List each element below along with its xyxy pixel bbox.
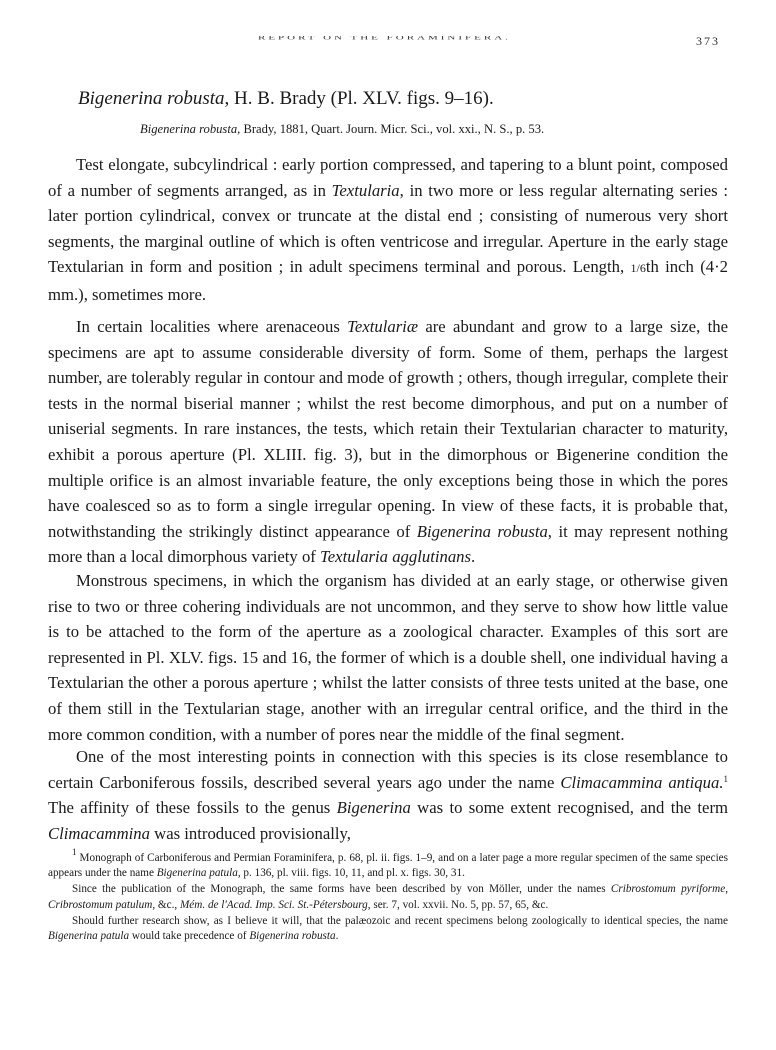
footnote-text: , [725, 883, 728, 896]
paragraph-text: One of the most interesting points in connection with this species is its close resemblance to certain Carboniferous fossils, described several years ago under the name [48, 747, 728, 792]
species-description [48, 152, 728, 308]
footnote-text: Should further research show, as I believe it will, that the palæozoic and recent specimens belong zoologically to identical species, the name [72, 914, 728, 927]
footnote-1 [48, 847, 728, 881]
species-name: Bigenerina robusta [78, 88, 225, 109]
running-head: REPORT ON THE FORAMINIFERA. [258, 36, 511, 42]
footnote-mark: 1 [723, 773, 728, 784]
footnotes [48, 847, 728, 944]
footnote-text: would take precedence of [129, 930, 250, 943]
footnote-mark: 1 [72, 847, 77, 857]
paragraph-text: , it may represent nothing more than a local dimorphous variety of [48, 521, 728, 567]
taxon-name: Bigenerina patula [48, 930, 130, 943]
taxon-name: Climacammina antiqua. [560, 772, 724, 792]
footnote-text: . [335, 930, 339, 943]
paragraph-text: Monstrous specimens, in which the organism has divided at an early stage, or otherwise given rise to two or three cohering individuals are not uncommon, and they serve to show how little value is to be attached to the form of the aperture as a zoological character. Examples of this sort are represented in Pl. XLV. figs. 15 and 16, the former of which is a double shell, one individual having a Textularian the other a porous aperture ; whilst the latter consists of three tests united at the base, one of them still in the Textularian stage, another with an irregular central orifice, and the third in the more common condition, with a number of pores near the middle of the final segment. [48, 571, 728, 744]
paragraph-variability [48, 314, 728, 570]
synonym-name: Bigenerina robusta [140, 122, 238, 136]
taxon-name: Cribrostomum pyriforme [610, 883, 726, 896]
taxon-name: Climacammina [48, 823, 150, 843]
taxon-name: Bigenerina robusta [249, 930, 336, 943]
journal-name: Mém. de l'Acad. Imp. Sci. St.-Pétersbourg [179, 898, 368, 911]
taxon-name: Cribrostomum patulum [48, 898, 153, 911]
paragraph-text: was introduced provisionally, [149, 823, 351, 843]
description-text: , in two more or less regular alternating series : later portion cylindrical, convex or truncate at the distal end ; consisting of numerous very short segments, the marginal outline of which is often ventricose and irregular. Aperture in the early stage Textularian in form and position ; in adult specimens terminal and porous. Length, [48, 180, 728, 277]
footnote-text: , p. 136, pl. viii. figs. 10, 11, and pl. x. figs. 30, 31. [237, 867, 465, 880]
genus-reference: Textularia [331, 180, 400, 200]
length-fraction: 1/6 [630, 261, 646, 276]
description-text: th inch (4·2 mm.), sometimes more. [48, 257, 729, 304]
footnote-text: , &c., [152, 898, 180, 911]
footnote-3 [48, 914, 728, 944]
paragraph-carboniferous [48, 744, 728, 846]
taxon-name: Bigenerina robusta [416, 521, 548, 541]
footnote-text: Since the publication of the Monograph, the same forms have been described by von Möller, under the names [72, 883, 611, 896]
description-text: Test elongate, subcylindrical : early portion compressed, and tapering to a blunt point, composed of a number of segments arranged, as in [48, 155, 728, 200]
taxon-name: Textulariæ [347, 317, 418, 336]
paragraph-text: In certain localities where arenaceous [76, 317, 348, 336]
species-authority: , H. B. Brady (Pl. XLV. figs. 9–16). [224, 88, 494, 109]
synonymy-line [140, 122, 544, 137]
footnote-text: Monograph of Carboniferous and Permian Foraminifera, p. 68, pl. ii. figs. 1–9, and on a later page a more regular specimen of the same species appears under the name [48, 852, 728, 880]
paragraph-text: are abundant and grow to a large size, the specimens are apt to assume considerable diversity of form. Some of them, perhaps the largest number, are tolerably regular in contour and mode of growth ; others, though irregular, complete their tests in the normal biserial manner ; whilst the rest become dimorphous, and put on a number of uniserial segments. In rare instances, the tests, which retain their Textularian character to maturity, exhibit a porous aperture (Pl. XLIII. fig. 3), but in the dimorphous or Bigenerine condition the multiple orifice is an almost invariable feature, the only exceptions being those in which the pores have coalesced so as to form a single irregular opening. In view of these facts, it is probable that, notwithstanding the strikingly distinct appearance of [48, 317, 728, 541]
footnote-2 [48, 882, 728, 912]
synonym-citation: , Brady, 1881, Quart. Journ. Micr. Sci., vol. xxi., N. S., p. 53. [237, 122, 545, 136]
page-number: 373 [696, 34, 720, 48]
taxon-name: Textularia agglutinans [320, 547, 472, 567]
footnote-text: , ser. 7, vol. xxvii. No. 5, pp. 57, 65, &c. [367, 898, 549, 911]
species-heading [78, 88, 494, 110]
paragraph-monstrous-specimens [48, 568, 728, 747]
taxon-name: Bigenerina patula [156, 867, 238, 880]
paragraph-text: . [471, 547, 476, 567]
paragraph-text: was to some extent recognised, and the term [410, 798, 729, 818]
paragraph-text: The affinity of these fossils to the genus [48, 798, 337, 818]
taxon-name: Bigenerina [336, 798, 411, 818]
